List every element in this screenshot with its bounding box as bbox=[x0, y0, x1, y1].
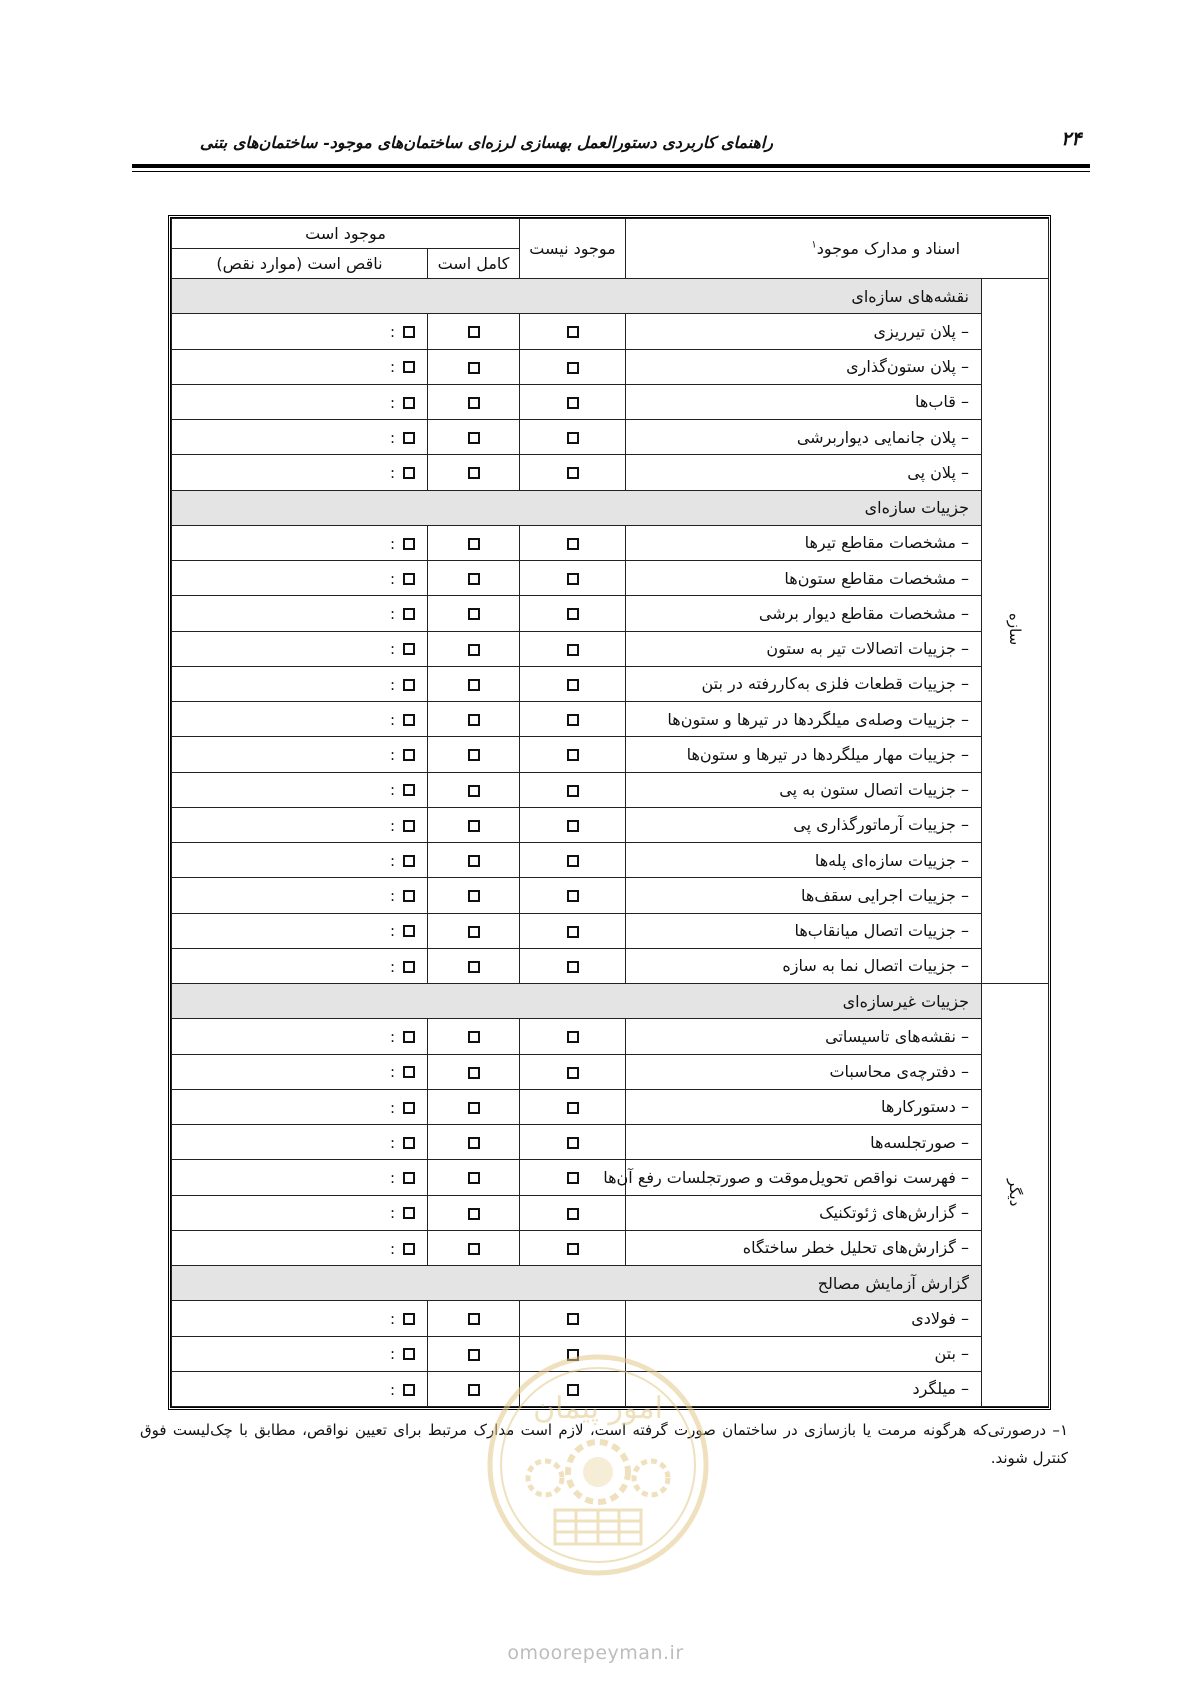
not-available-checkbox[interactable] bbox=[567, 467, 579, 479]
document-item: – گزارش‌های تحلیل خطر ساختگاه bbox=[626, 1230, 982, 1265]
complete-cell bbox=[428, 702, 520, 737]
not-available-cell bbox=[520, 878, 626, 913]
incomplete-colon: : bbox=[389, 851, 396, 870]
incomplete-checkbox[interactable] bbox=[403, 1137, 415, 1149]
table-row bbox=[172, 1195, 1049, 1230]
incomplete-colon: : bbox=[389, 675, 396, 694]
complete-cell bbox=[428, 561, 520, 596]
incomplete-checkbox[interactable] bbox=[403, 1348, 415, 1360]
incomplete-checkbox[interactable] bbox=[403, 397, 415, 409]
complete-cell bbox=[428, 420, 520, 455]
table-row bbox=[172, 948, 1049, 983]
not-available-checkbox[interactable] bbox=[567, 362, 579, 374]
incomplete-cell bbox=[172, 1160, 428, 1195]
incomplete-checkbox[interactable] bbox=[403, 1102, 415, 1114]
incomplete-cell bbox=[172, 1019, 428, 1054]
not-available-checkbox[interactable] bbox=[567, 573, 579, 585]
complete-checkbox[interactable] bbox=[468, 679, 480, 691]
document-item: – جزییات اجرایی سقف‌ها bbox=[626, 878, 982, 913]
not-available-cell bbox=[520, 420, 626, 455]
document-item: – جزییات قطعات فلزی به‌کاررفته در بتن bbox=[626, 666, 982, 701]
complete-checkbox[interactable] bbox=[468, 749, 480, 761]
complete-checkbox[interactable] bbox=[468, 820, 480, 832]
incomplete-checkbox[interactable] bbox=[403, 679, 415, 691]
table-row bbox=[172, 913, 1049, 948]
document-item: – جزییات مهار میلگردها در تیرها و ستون‌ها bbox=[626, 737, 982, 772]
document-item: – جزییات اتصال ستون به پی bbox=[626, 772, 982, 807]
not-available-checkbox[interactable] bbox=[567, 1172, 579, 1184]
incomplete-cell bbox=[172, 349, 428, 384]
table-row bbox=[172, 561, 1049, 596]
not-available-cell bbox=[520, 631, 626, 666]
table-row bbox=[172, 314, 1049, 349]
not-available-checkbox[interactable] bbox=[567, 644, 579, 656]
complete-cell bbox=[428, 1019, 520, 1054]
incomplete-cell bbox=[172, 314, 428, 349]
complete-checkbox[interactable] bbox=[468, 397, 480, 409]
incomplete-colon: : bbox=[389, 1028, 396, 1047]
document-item: – میلگرد bbox=[626, 1371, 982, 1406]
incomplete-cell bbox=[172, 1195, 428, 1230]
incomplete-checkbox[interactable] bbox=[403, 573, 415, 585]
complete-cell bbox=[428, 596, 520, 631]
incomplete-colon: : bbox=[389, 710, 396, 729]
complete-cell bbox=[428, 314, 520, 349]
header-rule-thick bbox=[132, 164, 1090, 168]
incomplete-cell bbox=[172, 913, 428, 948]
complete-checkbox[interactable] bbox=[468, 1067, 480, 1079]
group-label-cell bbox=[982, 984, 1049, 1407]
complete-cell bbox=[428, 843, 520, 878]
complete-cell bbox=[428, 807, 520, 842]
document-item: – دفترچه‌ی محاسبات bbox=[626, 1054, 982, 1089]
complete-cell bbox=[428, 1230, 520, 1265]
incomplete-colon: : bbox=[389, 569, 396, 588]
incomplete-checkbox[interactable] bbox=[403, 608, 415, 620]
complete-checkbox[interactable] bbox=[468, 785, 480, 797]
section-title: جزییات سازه‌ای bbox=[172, 490, 982, 525]
complete-cell bbox=[428, 631, 520, 666]
table-row bbox=[172, 878, 1049, 913]
not-available-checkbox[interactable] bbox=[567, 926, 579, 938]
table-row bbox=[172, 525, 1049, 560]
not-available-checkbox[interactable] bbox=[567, 855, 579, 867]
complete-checkbox[interactable] bbox=[468, 926, 480, 938]
header-available: موجود است bbox=[172, 219, 520, 249]
not-available-cell bbox=[520, 1054, 626, 1089]
incomplete-cell bbox=[172, 1089, 428, 1124]
group-label-cell bbox=[982, 279, 1049, 984]
complete-cell bbox=[428, 349, 520, 384]
not-available-checkbox[interactable] bbox=[567, 608, 579, 620]
incomplete-cell bbox=[172, 1125, 428, 1160]
header-rule-thin bbox=[132, 171, 1090, 172]
complete-cell bbox=[428, 737, 520, 772]
incomplete-checkbox[interactable] bbox=[403, 820, 415, 832]
incomplete-checkbox[interactable] bbox=[403, 890, 415, 902]
incomplete-cell bbox=[172, 702, 428, 737]
incomplete-colon: : bbox=[389, 922, 396, 941]
incomplete-checkbox[interactable] bbox=[403, 326, 415, 338]
document-item: – پلان پی bbox=[626, 455, 982, 490]
not-available-checkbox[interactable] bbox=[567, 749, 579, 761]
complete-checkbox[interactable] bbox=[468, 362, 480, 374]
incomplete-cell bbox=[172, 1336, 428, 1371]
document-item: – دستورکارها bbox=[626, 1089, 982, 1124]
section-title: گزارش آزمایش مصالح bbox=[172, 1266, 982, 1301]
not-available-checkbox[interactable] bbox=[567, 820, 579, 832]
not-available-checkbox[interactable] bbox=[567, 1208, 579, 1220]
complete-cell bbox=[428, 878, 520, 913]
table-row bbox=[172, 772, 1049, 807]
incomplete-colon: : bbox=[389, 1380, 396, 1399]
incomplete-colon: : bbox=[389, 323, 396, 342]
table-row bbox=[172, 596, 1049, 631]
complete-checkbox[interactable] bbox=[468, 961, 480, 973]
complete-cell bbox=[428, 1195, 520, 1230]
document-item: – صورتجلسه‌ها bbox=[626, 1125, 982, 1160]
complete-checkbox[interactable] bbox=[468, 644, 480, 656]
table-row bbox=[172, 843, 1049, 878]
incomplete-checkbox[interactable] bbox=[403, 784, 415, 796]
complete-checkbox[interactable] bbox=[468, 1243, 480, 1255]
not-available-checkbox[interactable] bbox=[567, 432, 579, 444]
table-row bbox=[172, 702, 1049, 737]
document-item: – جزییات اتصال نما به سازه bbox=[626, 948, 982, 983]
footnote-marker: ۱ bbox=[811, 239, 817, 251]
not-available-cell bbox=[520, 1125, 626, 1160]
not-available-checkbox[interactable] bbox=[567, 1313, 579, 1325]
incomplete-colon: : bbox=[389, 605, 396, 624]
complete-cell bbox=[428, 1089, 520, 1124]
not-available-cell bbox=[520, 455, 626, 490]
table-row bbox=[172, 1301, 1049, 1336]
complete-cell bbox=[428, 948, 520, 983]
table-row bbox=[172, 455, 1049, 490]
not-available-cell bbox=[520, 913, 626, 948]
table-row bbox=[172, 1125, 1049, 1160]
incomplete-colon: : bbox=[389, 358, 396, 377]
table-row bbox=[172, 1019, 1049, 1054]
incomplete-colon: : bbox=[389, 464, 396, 483]
not-available-cell bbox=[520, 948, 626, 983]
document-item: – قاب‌ها bbox=[626, 384, 982, 419]
not-available-checkbox[interactable] bbox=[567, 961, 579, 973]
incomplete-colon: : bbox=[389, 1310, 396, 1329]
group-label: دیگر bbox=[1006, 1179, 1025, 1207]
documents-checklist-table bbox=[171, 218, 1049, 1407]
incomplete-checkbox[interactable] bbox=[403, 432, 415, 444]
document-item: – جزییات آرماتورگذاری پی bbox=[626, 807, 982, 842]
incomplete-checkbox[interactable] bbox=[403, 714, 415, 726]
incomplete-checkbox[interactable] bbox=[403, 1066, 415, 1078]
not-available-cell bbox=[520, 596, 626, 631]
incomplete-cell bbox=[172, 1301, 428, 1336]
not-available-cell bbox=[520, 384, 626, 419]
incomplete-checkbox[interactable] bbox=[403, 1384, 415, 1396]
section-title: نقشه‌های سازه‌ای bbox=[172, 279, 982, 314]
incomplete-checkbox[interactable] bbox=[403, 467, 415, 479]
watermark-site: omoorepeyman.ir bbox=[507, 1642, 684, 1664]
incomplete-cell bbox=[172, 878, 428, 913]
incomplete-cell bbox=[172, 843, 428, 878]
table-row bbox=[172, 737, 1049, 772]
incomplete-checkbox[interactable] bbox=[403, 855, 415, 867]
not-available-checkbox[interactable] bbox=[567, 1067, 579, 1079]
incomplete-checkbox[interactable] bbox=[403, 961, 415, 973]
table-row bbox=[172, 631, 1049, 666]
incomplete-checkbox[interactable] bbox=[403, 361, 415, 373]
incomplete-cell bbox=[172, 525, 428, 560]
document-item: – مشخصات مقاطع ستون‌ها bbox=[626, 561, 982, 596]
not-available-checkbox[interactable] bbox=[567, 397, 579, 409]
not-available-cell bbox=[520, 314, 626, 349]
not-available-cell bbox=[520, 1019, 626, 1054]
complete-cell bbox=[428, 666, 520, 701]
not-available-cell bbox=[520, 1301, 626, 1336]
not-available-cell bbox=[520, 772, 626, 807]
incomplete-colon: : bbox=[389, 957, 396, 976]
complete-checkbox[interactable] bbox=[468, 1313, 480, 1325]
complete-checkbox[interactable] bbox=[468, 1137, 480, 1149]
incomplete-checkbox[interactable] bbox=[403, 1313, 415, 1325]
incomplete-colon: : bbox=[389, 1169, 396, 1188]
not-available-checkbox[interactable] bbox=[567, 679, 579, 691]
not-available-cell bbox=[520, 525, 626, 560]
not-available-checkbox[interactable] bbox=[567, 1102, 579, 1114]
document-item: – نقشه‌های تاسیساتی bbox=[626, 1019, 982, 1054]
not-available-checkbox[interactable] bbox=[567, 326, 579, 338]
complete-checkbox[interactable] bbox=[468, 1172, 480, 1184]
not-available-checkbox[interactable] bbox=[567, 1243, 579, 1255]
table-row bbox=[172, 1160, 1049, 1195]
complete-cell bbox=[428, 455, 520, 490]
complete-checkbox[interactable] bbox=[468, 326, 480, 338]
document-item: – جزییات وصله‌ی میلگردها در تیرها و ستون‌ها bbox=[626, 702, 982, 737]
complete-checkbox[interactable] bbox=[468, 1349, 480, 1361]
incomplete-cell bbox=[172, 631, 428, 666]
table-row bbox=[172, 1054, 1049, 1089]
complete-checkbox[interactable] bbox=[468, 890, 480, 902]
incomplete-colon: : bbox=[389, 640, 396, 659]
not-available-checkbox[interactable] bbox=[567, 538, 579, 550]
incomplete-cell bbox=[172, 737, 428, 772]
incomplete-colon: : bbox=[389, 534, 396, 553]
document-item: – گزارش‌های ژئوتکنیک bbox=[626, 1195, 982, 1230]
complete-checkbox[interactable] bbox=[468, 608, 480, 620]
incomplete-cell bbox=[172, 807, 428, 842]
document-item: – پلان ستون‌گذاری bbox=[626, 349, 982, 384]
incomplete-cell bbox=[172, 1054, 428, 1089]
incomplete-colon: : bbox=[389, 428, 396, 447]
incomplete-cell bbox=[172, 455, 428, 490]
incomplete-checkbox[interactable] bbox=[403, 749, 415, 761]
not-available-cell bbox=[520, 737, 626, 772]
incomplete-checkbox[interactable] bbox=[403, 1172, 415, 1184]
incomplete-colon: : bbox=[389, 781, 396, 800]
table-row bbox=[172, 1230, 1049, 1265]
complete-cell bbox=[428, 913, 520, 948]
checklist-frame bbox=[168, 215, 1051, 1410]
complete-checkbox[interactable] bbox=[468, 1384, 480, 1396]
not-available-checkbox[interactable] bbox=[567, 1137, 579, 1149]
incomplete-checkbox[interactable] bbox=[403, 538, 415, 550]
document-item: – مشخصات مقاطع تیرها bbox=[626, 525, 982, 560]
not-available-cell bbox=[520, 349, 626, 384]
complete-checkbox[interactable] bbox=[468, 855, 480, 867]
complete-checkbox[interactable] bbox=[468, 714, 480, 726]
table-row bbox=[172, 420, 1049, 455]
document-item: – جزییات سازه‌ای پله‌ها bbox=[626, 843, 982, 878]
not-available-cell bbox=[520, 807, 626, 842]
header-complete: کامل است bbox=[428, 249, 520, 279]
complete-cell bbox=[428, 1054, 520, 1089]
group-label: سازه bbox=[1006, 612, 1025, 646]
running-header-title: راهنمای کاربردی دستورالعمل بهسازی لرزه‌ای ساختمان‌های موجود- ساختمان‌های بتنی bbox=[199, 133, 773, 152]
incomplete-cell bbox=[172, 948, 428, 983]
not-available-checkbox[interactable] bbox=[567, 1031, 579, 1043]
incomplete-colon: : bbox=[389, 1098, 396, 1117]
incomplete-cell bbox=[172, 1230, 428, 1265]
incomplete-checkbox[interactable] bbox=[403, 1243, 415, 1255]
complete-checkbox[interactable] bbox=[468, 573, 480, 585]
section-title: جزییات غیرسازه‌ای bbox=[172, 984, 982, 1019]
complete-cell bbox=[428, 384, 520, 419]
incomplete-cell bbox=[172, 561, 428, 596]
incomplete-checkbox[interactable] bbox=[403, 925, 415, 937]
not-available-checkbox[interactable] bbox=[567, 785, 579, 797]
table-row bbox=[172, 666, 1049, 701]
document-item: – پلان جانمایی دیواربرشی bbox=[626, 420, 982, 455]
incomplete-cell bbox=[172, 666, 428, 701]
document-item: – بتن bbox=[626, 1336, 982, 1371]
complete-checkbox[interactable] bbox=[468, 1102, 480, 1114]
not-available-cell bbox=[520, 843, 626, 878]
complete-checkbox[interactable] bbox=[468, 1031, 480, 1043]
not-available-checkbox[interactable] bbox=[567, 890, 579, 902]
document-item: – جزییات اتصال میانقاب‌ها bbox=[626, 913, 982, 948]
complete-cell bbox=[428, 772, 520, 807]
table-row bbox=[172, 807, 1049, 842]
document-item: – مشخصات مقاطع دیوار برشی bbox=[626, 596, 982, 631]
table-row bbox=[172, 384, 1049, 419]
complete-checkbox[interactable] bbox=[468, 467, 480, 479]
incomplete-checkbox[interactable] bbox=[403, 1207, 415, 1219]
complete-cell bbox=[428, 525, 520, 560]
complete-cell bbox=[428, 1301, 520, 1336]
table-row bbox=[172, 1089, 1049, 1124]
not-available-cell bbox=[520, 666, 626, 701]
incomplete-checkbox[interactable] bbox=[403, 1031, 415, 1043]
incomplete-colon: : bbox=[389, 1204, 396, 1223]
document-item: – جزییات اتصالات تیر به ستون bbox=[626, 631, 982, 666]
not-available-cell bbox=[520, 702, 626, 737]
not-available-cell bbox=[520, 1230, 626, 1265]
complete-checkbox[interactable] bbox=[468, 432, 480, 444]
incomplete-colon: : bbox=[389, 887, 396, 906]
document-item: – فولادی bbox=[626, 1301, 982, 1336]
incomplete-colon: : bbox=[389, 1345, 396, 1364]
complete-cell bbox=[428, 1125, 520, 1160]
incomplete-colon: : bbox=[389, 1239, 396, 1258]
page-number: ۲۴ bbox=[1061, 128, 1082, 150]
not-available-cell bbox=[520, 1195, 626, 1230]
incomplete-colon: : bbox=[389, 1133, 396, 1152]
incomplete-cell bbox=[172, 596, 428, 631]
seal-text: امور پیمان bbox=[533, 1391, 663, 1426]
complete-cell bbox=[428, 1160, 520, 1195]
incomplete-colon: : bbox=[389, 746, 396, 765]
header-not-available: موجود نیست bbox=[520, 219, 626, 279]
incomplete-cell bbox=[172, 420, 428, 455]
watermark-seal bbox=[483, 1350, 713, 1580]
header-documents: اسناد و مدارک موجود$^۱$ bbox=[626, 219, 1049, 279]
incomplete-checkbox[interactable] bbox=[403, 643, 415, 655]
not-available-checkbox[interactable] bbox=[567, 714, 579, 726]
complete-checkbox[interactable] bbox=[468, 538, 480, 550]
not-available-cell bbox=[520, 1089, 626, 1124]
incomplete-cell bbox=[172, 772, 428, 807]
incomplete-colon: : bbox=[389, 393, 396, 412]
incomplete-colon: : bbox=[389, 1063, 396, 1082]
footnote: ۱– درصورتی‌که هرگونه مرمت یا بازسازی در ساختمان صورت گرفته است، لازم است مدارک مرتبط برای تعیین نواقص، مطابق با چک‌لیست فوق کنترل شوند. bbox=[140, 1421, 1068, 1467]
incomplete-colon: : bbox=[389, 816, 396, 835]
header-incomplete: ناقص است (موارد نقص) bbox=[172, 249, 428, 279]
document-item: – فهرست نواقص تحویل‌موقت و صورتجلسات رفع آن‌ها bbox=[626, 1160, 982, 1195]
document-item: – پلان تیرریزی bbox=[626, 314, 982, 349]
table-row bbox=[172, 349, 1049, 384]
not-available-cell bbox=[520, 561, 626, 596]
complete-checkbox[interactable] bbox=[468, 1208, 480, 1220]
incomplete-cell bbox=[172, 1371, 428, 1406]
incomplete-cell bbox=[172, 384, 428, 419]
